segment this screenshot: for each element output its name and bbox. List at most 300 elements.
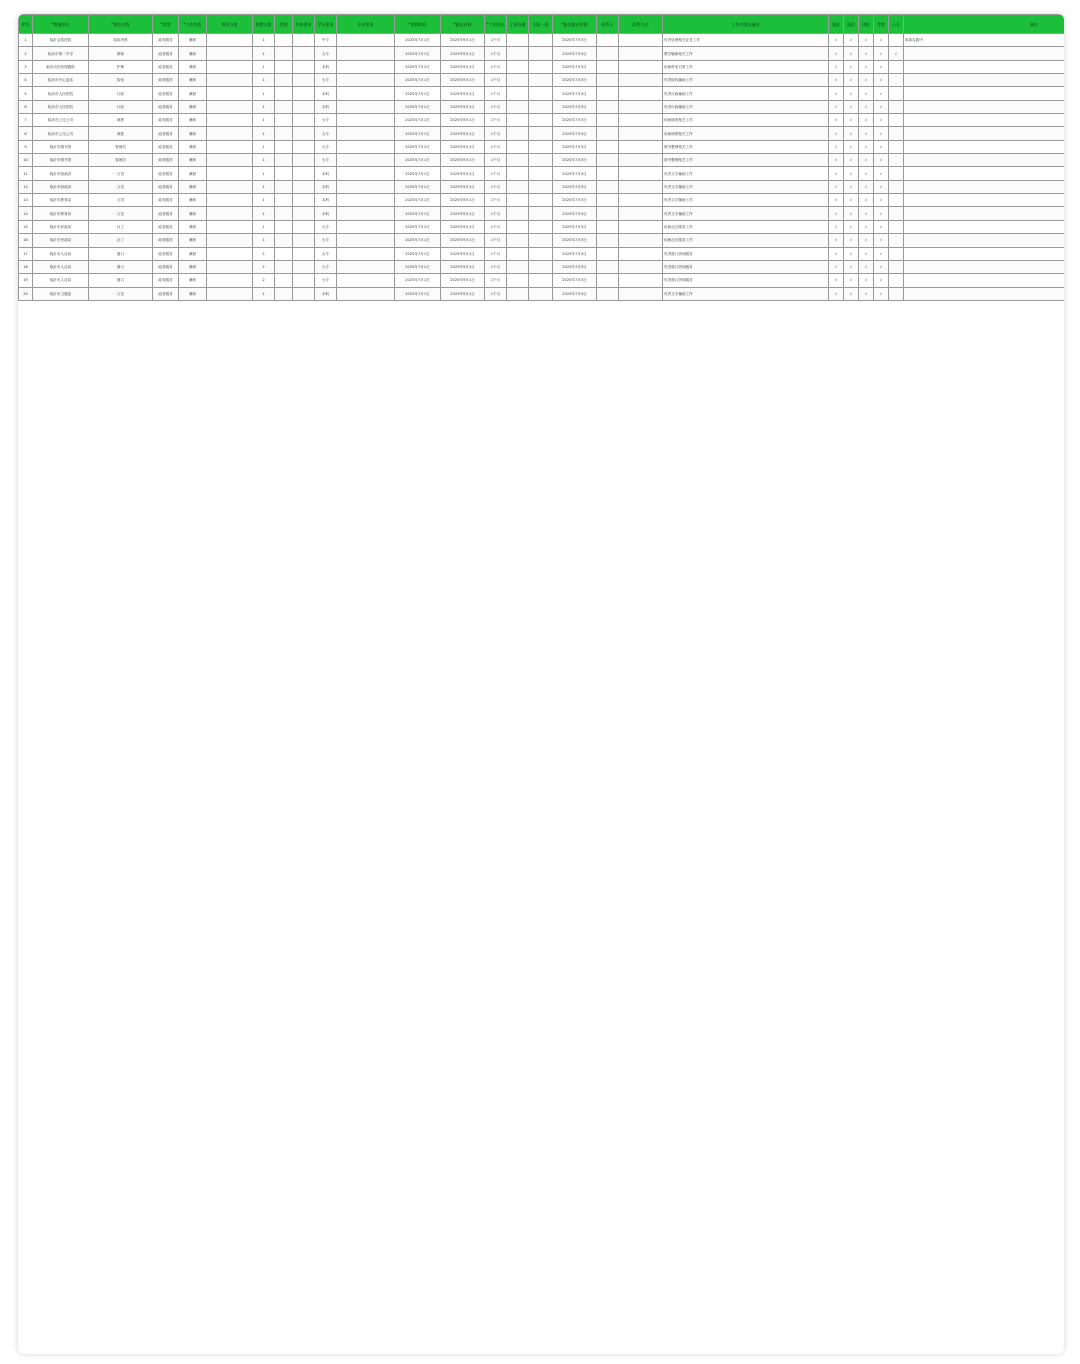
table-cell: √ bbox=[829, 114, 844, 127]
table-cell bbox=[337, 194, 395, 207]
table-cell bbox=[597, 127, 619, 140]
table-cell: 2025年7月1日 bbox=[395, 220, 441, 233]
table-cell: 1 bbox=[253, 180, 275, 193]
table-cell: 负责文字辅助工作 bbox=[663, 207, 829, 220]
table-cell: 1个月 bbox=[485, 287, 507, 300]
table-cell bbox=[597, 34, 619, 47]
table-cell bbox=[889, 194, 904, 207]
table-cell: √ bbox=[874, 60, 889, 73]
table-cell bbox=[275, 74, 293, 87]
table-cell: 1 bbox=[19, 34, 33, 47]
table-cell bbox=[207, 154, 253, 167]
table-cell: √ bbox=[829, 194, 844, 207]
table-cell bbox=[529, 34, 553, 47]
table-cell bbox=[889, 127, 904, 140]
table-cell: 2025年9月1日 bbox=[441, 140, 485, 153]
table-cell bbox=[889, 287, 904, 300]
table-cell: 2 bbox=[19, 47, 33, 60]
table-cell: 2025年7月1日 bbox=[395, 47, 441, 60]
table-cell bbox=[529, 100, 553, 113]
column-header: 招聘人数 bbox=[253, 15, 275, 34]
table-row bbox=[19, 167, 1065, 180]
table-cell bbox=[507, 234, 529, 247]
table-cell bbox=[207, 180, 253, 193]
table-cell: 本科 bbox=[315, 207, 337, 220]
table-cell bbox=[597, 167, 619, 180]
table-cell: 管理员 bbox=[89, 140, 153, 153]
table-cell: 兼职 bbox=[179, 140, 207, 153]
table-cell bbox=[337, 220, 395, 233]
table-cell: 1个月 bbox=[485, 60, 507, 73]
table-cell bbox=[597, 60, 619, 73]
table-cell: 17 bbox=[19, 247, 33, 260]
table-cell: 9 bbox=[19, 140, 33, 153]
table-cell bbox=[597, 87, 619, 100]
table-cell: 临沂市民政局 bbox=[33, 234, 89, 247]
table-cell: 文员 bbox=[89, 167, 153, 180]
table-cell: 负责文字辅助工作 bbox=[663, 180, 829, 193]
table-cell: √ bbox=[874, 247, 889, 260]
table-cell: 兼职 bbox=[179, 60, 207, 73]
table-cell bbox=[337, 274, 395, 287]
table-cell: √ bbox=[844, 167, 859, 180]
table-cell bbox=[275, 194, 293, 207]
table-cell: √ bbox=[874, 47, 889, 60]
table-cell: 16 bbox=[19, 234, 33, 247]
table-cell: √ bbox=[844, 34, 859, 47]
table-cell: 社工 bbox=[89, 220, 153, 233]
table-cell: 中专 bbox=[315, 34, 337, 47]
table-cell bbox=[337, 180, 395, 193]
table-cell bbox=[507, 114, 529, 127]
table-cell bbox=[597, 247, 619, 260]
table-cell: 2025年7月1日 bbox=[395, 260, 441, 273]
table-cell bbox=[207, 74, 253, 87]
table-cell: 1 bbox=[253, 60, 275, 73]
table-cell: 1个月 bbox=[485, 207, 507, 220]
table-cell bbox=[337, 167, 395, 180]
table-cell: 临沂市图书馆 bbox=[33, 140, 89, 153]
table-cell bbox=[889, 247, 904, 260]
table-cell bbox=[507, 167, 529, 180]
table-cell bbox=[889, 167, 904, 180]
table-cell: √ bbox=[829, 220, 844, 233]
table-cell bbox=[904, 180, 1065, 193]
table-cell: √ bbox=[874, 260, 889, 273]
table-cell: 2025年7月1日 bbox=[395, 274, 441, 287]
table-cell: 2 bbox=[253, 247, 275, 260]
table-cell: 本科 bbox=[315, 180, 337, 193]
table-cell: 检验 bbox=[89, 74, 153, 87]
table-row bbox=[19, 87, 1065, 100]
table-cell: 2025年7月1日 bbox=[395, 194, 441, 207]
table-cell: 1个月 bbox=[485, 74, 507, 87]
table-cell bbox=[507, 207, 529, 220]
table-cell: 1 bbox=[253, 140, 275, 153]
table-row bbox=[19, 180, 1065, 193]
table-cell bbox=[275, 140, 293, 153]
table-cell: 2025年7月5日 bbox=[553, 127, 597, 140]
table-cell bbox=[337, 87, 395, 100]
table-cell: √ bbox=[859, 87, 874, 100]
table-cell: 2025年9月1日 bbox=[441, 194, 485, 207]
table-cell: √ bbox=[859, 60, 874, 73]
table-cell bbox=[619, 34, 663, 47]
table-cell: 2025年7月5日 bbox=[553, 207, 597, 220]
table-cell: √ bbox=[874, 34, 889, 47]
table-cell: √ bbox=[844, 207, 859, 220]
table-cell: √ bbox=[844, 247, 859, 260]
table-cell: 政务服务 bbox=[153, 194, 179, 207]
table-cell: 大专 bbox=[315, 274, 337, 287]
table-cell: 临沂市卫健委 bbox=[33, 287, 89, 300]
table-cell: 临沂金泰医院 bbox=[33, 34, 89, 47]
table-cell bbox=[619, 154, 663, 167]
table-cell: 大专 bbox=[315, 220, 337, 233]
table-cell: √ bbox=[829, 260, 844, 273]
table-cell: √ bbox=[844, 114, 859, 127]
table-cell: 政务服务 bbox=[153, 60, 179, 73]
table-cell: 2025年9月1日 bbox=[441, 74, 485, 87]
table-cell: 1个月 bbox=[485, 114, 507, 127]
table-cell bbox=[337, 247, 395, 260]
table-cell: √ bbox=[874, 114, 889, 127]
table-cell: √ bbox=[844, 274, 859, 287]
column-header: *类型 bbox=[153, 15, 179, 34]
table-cell: 政务服务 bbox=[153, 127, 179, 140]
table-cell bbox=[293, 74, 315, 87]
table-row bbox=[19, 100, 1065, 113]
table-row bbox=[19, 234, 1065, 247]
table-cell: 1个月 bbox=[485, 100, 507, 113]
table-cell bbox=[507, 34, 529, 47]
table-cell bbox=[904, 140, 1065, 153]
table-cell: 窗口 bbox=[89, 247, 153, 260]
table-cell: 2025年9月1日 bbox=[441, 60, 485, 73]
table-cell bbox=[904, 234, 1065, 247]
table-cell bbox=[529, 260, 553, 273]
table-cell: 1 bbox=[253, 34, 275, 47]
table-cell: 政务服务 bbox=[153, 140, 179, 153]
table-cell bbox=[337, 74, 395, 87]
column-header: *截止时间 bbox=[441, 15, 485, 34]
table-cell: √ bbox=[844, 287, 859, 300]
table-cell: 1 bbox=[253, 47, 275, 60]
table-cell: 2025年7月5日 bbox=[553, 60, 597, 73]
table-cell: 1个月 bbox=[485, 154, 507, 167]
table-cell bbox=[207, 220, 253, 233]
table-cell: 2025年7月5日 bbox=[553, 87, 597, 100]
table-cell bbox=[507, 127, 529, 140]
table-cell: √ bbox=[874, 127, 889, 140]
table-cell bbox=[904, 167, 1065, 180]
table-cell: 2025年7月1日 bbox=[395, 140, 441, 153]
table-cell bbox=[619, 167, 663, 180]
column-header: 学历要求 bbox=[315, 15, 337, 34]
table-cell bbox=[529, 127, 553, 140]
table-cell: √ bbox=[829, 100, 844, 113]
table-cell: 临沂市妇幼保健院 bbox=[33, 60, 89, 73]
table-cell bbox=[507, 247, 529, 260]
table-cell bbox=[507, 194, 529, 207]
table-cell: 图书整理相关工作 bbox=[663, 154, 829, 167]
table-row bbox=[19, 114, 1065, 127]
table-cell bbox=[889, 180, 904, 193]
table-cell bbox=[293, 207, 315, 220]
table-cell: √ bbox=[844, 87, 859, 100]
table-cell: 负责检验辅助工作 bbox=[663, 74, 829, 87]
table-cell bbox=[529, 47, 553, 60]
table-cell bbox=[619, 194, 663, 207]
table-cell bbox=[275, 114, 293, 127]
table-cell: √ bbox=[829, 247, 844, 260]
table-cell: 2025年9月1日 bbox=[441, 154, 485, 167]
table-cell: √ bbox=[874, 87, 889, 100]
table-cell: √ bbox=[859, 194, 874, 207]
table-cell: 负责文字辅助工作 bbox=[663, 194, 829, 207]
table-cell: √ bbox=[844, 127, 859, 140]
table-cell: 2025年9月1日 bbox=[441, 127, 485, 140]
table-cell bbox=[889, 34, 904, 47]
table-cell: 2025年9月1日 bbox=[441, 287, 485, 300]
table-cell: √ bbox=[874, 74, 889, 87]
table-row bbox=[19, 140, 1065, 153]
table-cell bbox=[619, 140, 663, 153]
table-cell bbox=[275, 127, 293, 140]
table-cell bbox=[293, 180, 315, 193]
table-cell: 2025年9月1日 bbox=[441, 234, 485, 247]
table-cell: 政务服务 bbox=[153, 260, 179, 273]
table-cell: √ bbox=[829, 154, 844, 167]
table-cell: 2 bbox=[253, 274, 275, 287]
table-cell: 大专 bbox=[315, 114, 337, 127]
table-cell: 负责文字辅助工作 bbox=[663, 287, 829, 300]
table-cell: √ bbox=[859, 260, 874, 273]
table-cell: √ bbox=[859, 274, 874, 287]
table-cell bbox=[275, 207, 293, 220]
table-cell: 临沂市人社局 bbox=[33, 260, 89, 273]
table-cell bbox=[207, 100, 253, 113]
table-cell: 窗口 bbox=[89, 260, 153, 273]
table-cell: 文员 bbox=[89, 287, 153, 300]
table-cell: 兼职 bbox=[179, 87, 207, 100]
table-cell: 临沂市人民医院 bbox=[33, 100, 89, 113]
table-cell bbox=[889, 260, 904, 273]
table-cell: √ bbox=[844, 154, 859, 167]
table-cell: 2025年7月5日 bbox=[553, 100, 597, 113]
table-cell bbox=[275, 247, 293, 260]
table-cell: 政务服务 bbox=[153, 100, 179, 113]
table-cell: 6 bbox=[19, 100, 33, 113]
table-cell: 2025年7月1日 bbox=[395, 127, 441, 140]
table-cell: 政务服务 bbox=[153, 274, 179, 287]
table-cell: 政务服务 bbox=[153, 47, 179, 60]
table-cell: 1 bbox=[253, 167, 275, 180]
table-cell bbox=[207, 127, 253, 140]
table-cell bbox=[529, 207, 553, 220]
table-cell bbox=[207, 207, 253, 220]
table-cell bbox=[293, 247, 315, 260]
table-cell: 临沂市教育局 bbox=[33, 194, 89, 207]
table-cell: 1个月 bbox=[485, 274, 507, 287]
table-cell: √ bbox=[874, 220, 889, 233]
table-cell: 调度 bbox=[89, 114, 153, 127]
column-header: *报名截止时间 bbox=[553, 15, 597, 34]
table-cell: 2025年7月1日 bbox=[395, 287, 441, 300]
table-cell bbox=[275, 47, 293, 60]
table-cell: 兼职 bbox=[179, 127, 207, 140]
table-cell bbox=[619, 87, 663, 100]
table-cell bbox=[507, 180, 529, 193]
table-cell bbox=[597, 180, 619, 193]
table-cell: √ bbox=[859, 207, 874, 220]
table-cell: 兼职 bbox=[179, 74, 207, 87]
table-cell: 本科 bbox=[315, 167, 337, 180]
table-cell: 1个月 bbox=[485, 220, 507, 233]
column-header: 备注 bbox=[904, 15, 1065, 34]
column-header: 面试 bbox=[844, 15, 859, 34]
table-cell: √ bbox=[829, 287, 844, 300]
table-cell bbox=[337, 127, 395, 140]
column-header: *招聘时间 bbox=[395, 15, 441, 34]
table-cell bbox=[619, 207, 663, 220]
table-cell: 协助科室日常工作 bbox=[663, 60, 829, 73]
table-cell bbox=[293, 234, 315, 247]
table-cell: 大专 bbox=[315, 154, 337, 167]
table-cell bbox=[293, 220, 315, 233]
table-cell bbox=[619, 234, 663, 247]
column-header: 联系人 bbox=[597, 15, 619, 34]
table-cell bbox=[507, 220, 529, 233]
table-cell bbox=[207, 287, 253, 300]
table-cell: 兼职 bbox=[179, 220, 207, 233]
table-cell: 2025年7月5日 bbox=[553, 167, 597, 180]
table-cell bbox=[275, 167, 293, 180]
table-cell bbox=[597, 220, 619, 233]
table-cell: 5 bbox=[19, 87, 33, 100]
table-cell: √ bbox=[844, 74, 859, 87]
table-cell: 本科 bbox=[315, 87, 337, 100]
table-cell: √ bbox=[859, 167, 874, 180]
table-cell bbox=[207, 47, 253, 60]
table-cell bbox=[507, 140, 529, 153]
table-cell bbox=[619, 47, 663, 60]
table-cell bbox=[293, 47, 315, 60]
table-cell bbox=[904, 60, 1065, 73]
column-header: *工作时长 bbox=[485, 15, 507, 34]
table-cell: √ bbox=[874, 207, 889, 220]
table-cell bbox=[293, 194, 315, 207]
table-cell bbox=[597, 194, 619, 207]
table-cell: 临沂市人民医院 bbox=[33, 87, 89, 100]
table-row bbox=[19, 247, 1065, 260]
table-cell: 兼职 bbox=[179, 180, 207, 193]
table-cell: 负责文字辅助工作 bbox=[663, 167, 829, 180]
table-cell bbox=[507, 60, 529, 73]
table-cell bbox=[597, 234, 619, 247]
table-row bbox=[19, 154, 1065, 167]
table-cell: 大专 bbox=[315, 234, 337, 247]
table-cell: √ bbox=[844, 100, 859, 113]
table-cell: 2 bbox=[253, 260, 275, 273]
table-cell: √ bbox=[859, 127, 874, 140]
table-cell: 1个月 bbox=[485, 167, 507, 180]
table-cell bbox=[904, 114, 1065, 127]
table-cell: 10 bbox=[19, 154, 33, 167]
table-cell: 兼职 bbox=[179, 234, 207, 247]
table-cell bbox=[597, 287, 619, 300]
table-cell: 1个月 bbox=[485, 140, 507, 153]
table-cell bbox=[619, 74, 663, 87]
table-cell: √ bbox=[874, 167, 889, 180]
table-cell bbox=[597, 207, 619, 220]
table-cell: 2025年9月1日 bbox=[441, 180, 485, 193]
table-cell: 2025年7月5日 bbox=[553, 180, 597, 193]
table-cell: 政务服务 bbox=[153, 87, 179, 100]
table-cell bbox=[293, 114, 315, 127]
table-cell: √ bbox=[829, 167, 844, 180]
table-cell: 兼职 bbox=[179, 47, 207, 60]
table-cell: 负责处理相关业务工作 bbox=[663, 34, 829, 47]
column-header: *工作性质 bbox=[179, 15, 207, 34]
table-cell: 2025年7月5日 bbox=[553, 47, 597, 60]
table-cell: 行政 bbox=[89, 100, 153, 113]
table-cell: 负责窗口咨询服务 bbox=[663, 260, 829, 273]
table-cell: √ bbox=[829, 140, 844, 153]
table-cell bbox=[293, 167, 315, 180]
table-cell bbox=[293, 87, 315, 100]
table-cell: √ bbox=[844, 220, 859, 233]
table-cell: 2025年7月1日 bbox=[395, 87, 441, 100]
table-cell: √ bbox=[844, 60, 859, 73]
table-cell: 1 bbox=[253, 194, 275, 207]
table-row bbox=[19, 74, 1065, 87]
table-row bbox=[19, 260, 1065, 273]
table-cell bbox=[275, 274, 293, 287]
table-cell bbox=[293, 154, 315, 167]
table-cell bbox=[889, 154, 904, 167]
table-cell bbox=[597, 260, 619, 273]
table-cell: 20 bbox=[19, 287, 33, 300]
table-cell: 13 bbox=[19, 194, 33, 207]
table-cell: √ bbox=[859, 247, 874, 260]
table-cell: 2025年9月1日 bbox=[441, 220, 485, 233]
table-cell bbox=[889, 140, 904, 153]
table-cell: 2025年9月1日 bbox=[441, 167, 485, 180]
table-cell: 2025年7月5日 bbox=[553, 220, 597, 233]
table-cell bbox=[597, 47, 619, 60]
table-cell bbox=[337, 47, 395, 60]
table-cell: √ bbox=[859, 74, 874, 87]
table-cell bbox=[889, 274, 904, 287]
table-cell bbox=[207, 234, 253, 247]
table-cell: 本科 bbox=[315, 60, 337, 73]
table-cell bbox=[275, 287, 293, 300]
column-header: *用编单位 bbox=[33, 15, 89, 34]
table-cell: √ bbox=[874, 140, 889, 153]
table-cell: 负责窗口咨询服务 bbox=[663, 247, 829, 260]
table-cell: 2025年7月5日 bbox=[553, 234, 597, 247]
table-cell: 大专 bbox=[315, 260, 337, 273]
table-cell: √ bbox=[829, 127, 844, 140]
table-cell: 4 bbox=[19, 74, 33, 87]
table-row bbox=[19, 127, 1065, 140]
table-row bbox=[19, 60, 1065, 73]
table-cell: 1 bbox=[253, 154, 275, 167]
table-cell: 兼职 bbox=[179, 274, 207, 287]
table-cell bbox=[293, 274, 315, 287]
table-cell: √ bbox=[859, 34, 874, 47]
